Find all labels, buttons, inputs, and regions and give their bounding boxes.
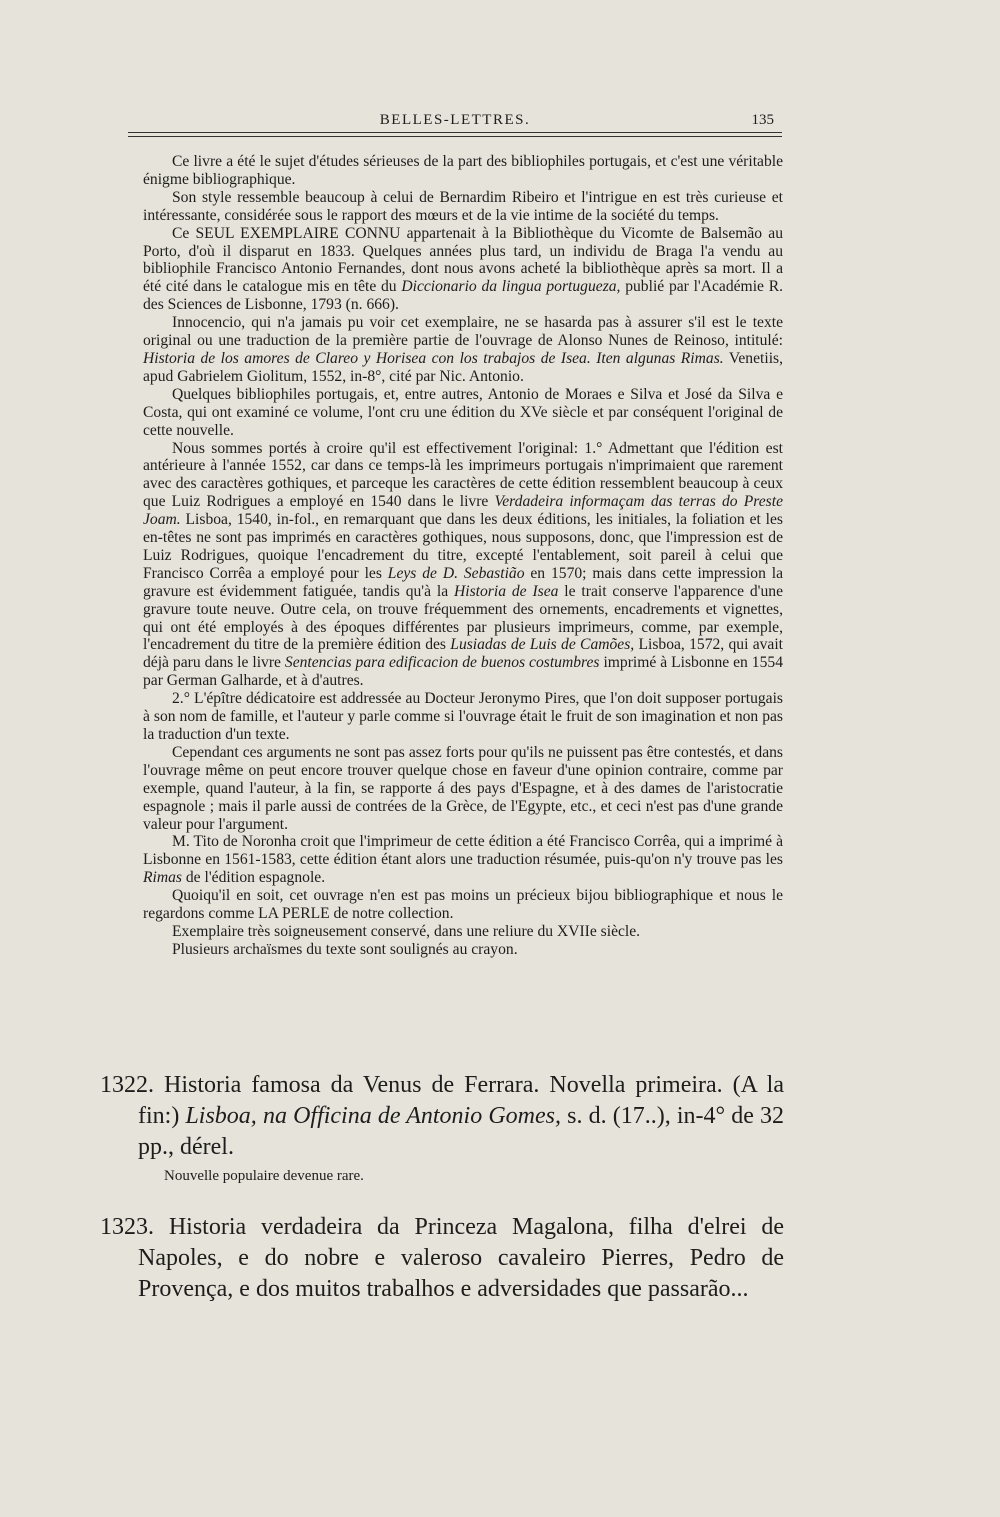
entry-note: Nouvelle populaire devenue rare. <box>164 1168 364 1184</box>
entry-number: 1322. <box>100 1072 154 1098</box>
paragraph: Ce SEUL EXEMPLAIRE CONNU appartenait à la Bibliothèque du Vicomte de Balsemão au Porto, d'où il disparut en 1833. Quelques années plus tard, un individu de Braga l'a vendu au bibliophile Francisco Antonio Fernandes, dont nous avons acheté la bibliothèque après sa mort. Il a été cité dans le catalogue mis en tête du Diccionario da lingua portugueza, publié par l'Académie R. des Sciences de Lisbonne, 1793 (n. 666). <box>143 224 783 314</box>
catalog-entry-1322: 1322. Historia famosa da Venus de Ferrara. Novella primeira. (A la fin:) Lisboa, na Officina de Antonio Gomes, s. d. (17..), in-4° de 32 pp., dérel. <box>100 1072 784 1160</box>
paragraph: Exemplaire très soigneusement conservé, dans une reliure du XVIIe siècle. <box>172 922 641 940</box>
paragraph: M. Tito de Noronha croit que l'imprimeur de cette édition a été Francisco Corrêa, qui a imprimé à Lisbonne en 1561-1583, cette édition étant alors une traduction résumée, puis-qu'on n'y trouve pas les Rimas de l'édition espagnole. <box>143 833 783 887</box>
paragraph: Ce livre a été le sujet d'études sérieuses de la part des bibliophiles portugais, et c'est une véritable énigme bibliographique. <box>143 153 783 188</box>
running-head <box>128 112 782 140</box>
entry-commentary <box>143 153 783 959</box>
paragraph: 2.° L'épître dédicatoire est addressée au Docteur Jeronymo Pires, que l'on doit supposer portugais à son nom de famille, et l'auteur y parle comme si l'ouvrage était le fruit de son imagination et non pas la traduction d'un texte. <box>143 690 783 743</box>
paragraph: Cependant ces arguments ne sont pas assez forts pour qu'ils ne puissent pas être contestés, et dans l'ouvrage même on peut encore trouver quelque chose en faveur d'une opinion contraire, comme par exemple, quand l'auteur, à la fin, se rapporte á des pays d'Espagne, et à des dames de l'aristocratie espagnole ; mais il parle aussi de contrées de la Grèce, de l'Egypte, etc., et ceci n'est pas d'une grande valeur pour l'argument. <box>143 743 783 833</box>
paragraph: Innocencio, qui n'a jamais pu voir cet exemplaire, ne se hasarda pas à assurer s'il est le texte original ou une traduction de la première partie de l'ouvrage de Alonso Nunes de Reinoso, intitulé: Historia de los amores de Clareo y Horisea con los trabajos de Isea. Iten algunas Rimas. Venetiis, apud Gabrielem Giolitum, 1552, in-8°, cité par Nic. Antonio. <box>143 314 783 385</box>
page-number: 135 <box>751 112 774 128</box>
paragraph: Son style ressemble beaucoup à celui de Bernardim Ribeiro et l'intrigue en est très curieuse et intéressante, considérée sous le rapport des mœurs et de la vie intime de la société du temps. <box>143 188 783 224</box>
paragraph: Nous sommes portés à croire qu'il est effectivement l'original: 1.° Admettant que l'édition est antérieure à l'année 1552, car dans ce temps-là les imprimeurs portugais n'imprimaient que rarement avec des caractères gothiques, et parceque les caractères de cette édition ressemblent beaucoup à ceux que Luiz Rodrigues a employé en 1540 dans le livre Verdadeira informaçam das terras do Preste Joam. Lisboa, 1540, in-fol., en remarquant que dans les deux éditions, les initiales, la foliation et les en-têtes ne sont pas imprimés en caractères gothiques, nous supposons, donc, que l'impression est de Luiz Rodrigues, quoique l'encadrement du titre, excepté l'entablement, soit pareil à celui que Francisco Corrêa a employé pour les Leys de D. Sebastião en 1570; mais dans cette impression la gravure est évidemment fatiguée, tandis qu'à la Historia de Isea le trait conserve l'apparence d'une gravure toute neuve. Outre cela, on trouve fréquemment des ornements, encadrements et vignettes, qui ont été employés à des époques différentes par plusieurs imprimeurs, comme, par exemple, l'encadrement du titre de la première édition des Lusiadas de Luis de Camões, Lisboa, 1572, qui avait déjà paru dans le livre Sentencias para edificacion de buenos costumbres imprimé à Lisbonne en 1554 par German Galharde, et à d'autres. <box>143 439 784 690</box>
header-rule <box>128 132 782 137</box>
paragraph: Quoiqu'il en soit, cet ouvrage n'en est pas moins un précieux bijou bibliographique et nous le regardons comme LA PERLE de notre collection. <box>143 887 783 923</box>
entry-number: 1323. <box>100 1214 154 1240</box>
catalog-entry-1323: 1323. Historia verdadeira da Princeza Magalona, filha d'elrei de Napoles, e do nobre e valeroso cavaleiro Pierres, Pedro de Provença, e dos muitos trabalhos e adversidades que passarão... <box>100 1214 784 1302</box>
paragraph: Plusieurs archaïsmes du texte sont soulignés au crayon. <box>172 940 518 958</box>
paragraph: Quelques bibliophiles portugais, et, entre autres, Antonio de Moraes e Silva et José da Silva e Costa, qui ont examiné ce volume, l'ont cru une édition du XVe siècle et par conséquent l'original de cette nouvelle. <box>143 385 783 439</box>
running-head-title: BELLES-LETTRES. <box>379 112 531 128</box>
